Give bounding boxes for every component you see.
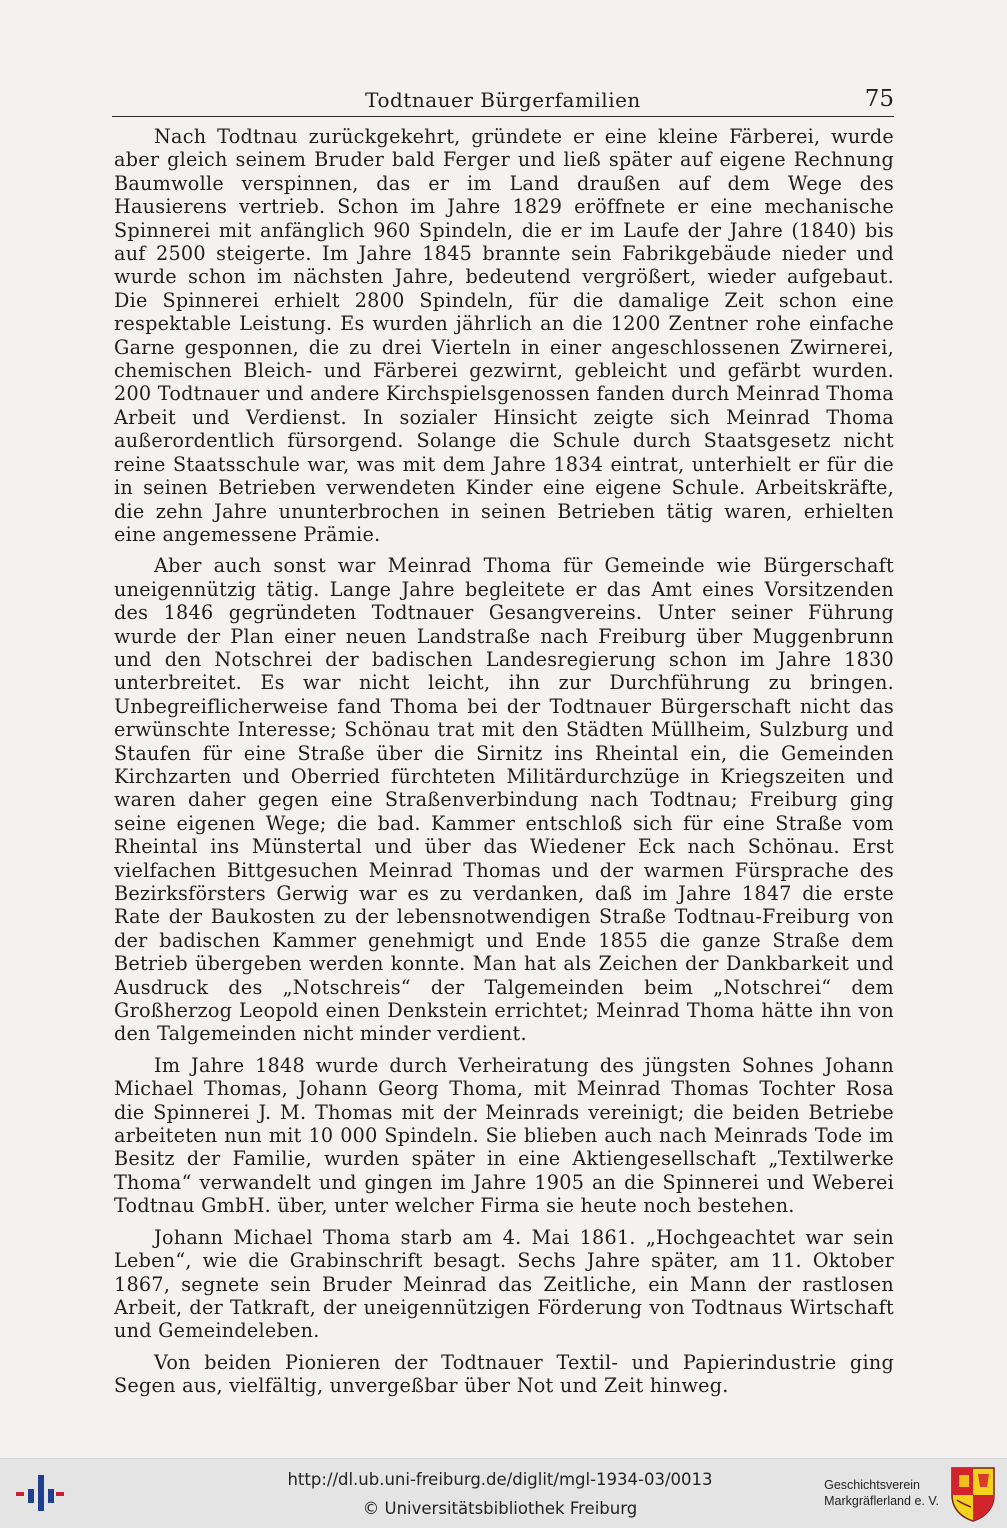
society-name-line: Markgräflerland e. V.: [824, 1494, 939, 1508]
viewer-footer: [0, 1458, 1007, 1528]
ub-freiburg-logo-icon[interactable]: [14, 1471, 66, 1515]
document-url-link[interactable]: http://dl.ub.uni-freiburg.de/diglit/mgl-1934-03/0013: [287, 1470, 713, 1489]
body-text: [114, 125, 894, 1406]
running-title: Todtnauer Bürgerfamilien: [365, 88, 641, 112]
coat-of-arms-icon[interactable]: [949, 1465, 997, 1523]
copyright-text: © Universitätsbibliothek Freiburg: [362, 1499, 638, 1518]
society-name: [824, 1477, 939, 1509]
paragraph: Johann Michael Thoma starb am 4. Mai 1861. „Hochgeachtet war sein Leben“, wie die Grabinschrift besagt. Sechs Jahre später, am 11. Oktober 1867, segnete sein Bruder Meinrad das Zeitliche, ein Mann der rastlosen Arbeit, der Tatkraft, der uneigennützigen Förderung von Todtnaus Wirtschaft und Gemeindeleben.: [114, 1225, 894, 1343]
paragraph: Im Jahre 1848 wurde durch Verheiratung des jüngsten Sohnes Johann Michael Thomas, Johann Georg Thoma, mit Meinrad Thomas Tochter Rosa die Spinnerei J. M. Thomas mit der Meinrads vereinigt; die beiden Betriebe arbeiteten nun mit 10 000 Spindeln. Sie blieben auch nach Meinrads Tode im Besitz der Familie, wurden später in eine Aktiengesellschaft „Textilwerke Thoma“ verwandelt und gingen im Jahre 1905 an die Spinnerei und Weberei Todtnau GmbH. über, unter welcher Firma sie heute noch bestehen.: [114, 1053, 894, 1218]
running-header: [112, 82, 894, 117]
page-number: 75: [864, 86, 894, 112]
paragraph: Von beiden Pionieren der Todtnauer Textil- und Papierindustrie ging Segen aus, vielfältig, unvergeßbar über Not und Zeit hinweg.: [114, 1350, 894, 1398]
paragraph: Aber auch sonst war Meinrad Thoma für Gemeinde wie Bürgerschaft uneigennützig tätig. Lange Jahre begleitete er das Amt eines Vorsitzenden des 1846 gegründeten Todtnauer Gesangvereins. Unter seiner Führung wurde der Plan einer neuen Landstraße nach Freiburg über Muggenbrunn und den Notschrei der badischen Landesregierung schon im Jahre 1830 unterbreitet. Es war nicht leicht, ihn zur Durchführung zu bringen. Unbegreiflicherweise fand Thoma bei der Todtnauer Bürgerschaft nicht das erwünschte Interesse; Schönau trat mit den Städten Müllheim, Sulzburg und Staufen für eine Straße über die Sirnitz ins Rheintal ein, die Gemeinden Kirchzarten und Oberried fürchteten Militärdurchzüge in Kriegszeiten und waren daher gegen eine Straßenverbindung nach Todtnau; Freiburg ging seine eigenen Wege; die bad. Kammer entschloß sich für eine Straße vom Rheintal ins Münstertal und über das Wiedener Eck nach Schönau. Erst vielfachen Bittgesuchen Meinrad Thomas und der warmen Fürsprache des Bezirksförsters Gerwig war es zu verdanken, daß im Jahre 1847 die erste Rate der Baukosten zu der lebensnotwendigen Straße Todtnau-Freiburg von der badischen Kammer genehmigt und Ende 1855 die ganze Straße dem Betrieb übergeben werden konnte. Man hat als Zeichen der Dankbarkeit und Ausdruck des „Notschreis“ der Talgemeinden beim „Notschrei“ dem Großherzog Leopold einen Denkstein errichtet; Meinrad Thoma hätte ihn von den Talgemeinden nicht minder verdient.: [114, 554, 894, 1046]
society-name-line: Geschichtsverein: [824, 1478, 920, 1492]
paragraph: Nach Todtnau zurückgekehrt, gründete er eine kleine Färberei, wurde aber gleich seinem Bruder bald Ferger und ließ später auf eigene Rechnung Baumwolle verspinnen, das er im Land draußen auf dem Wege des Hausierens vertrieb. Schon im Jahre 1829 eröffnete er eine mechanische Spinnerei mit anfänglich 960 Spindeln, die er im Laufe der Jahre (1840) bis auf 2500 steigerte. Im Jahre 1845 brannte sein Fabrikgebäude nieder und wurde schon im nächsten Jahre, bedeutend vergrößert, wieder aufgebaut. Die Spinnerei erhielt 2800 Spindeln, für die damalige Zeit schon eine respektable Leistung. Es wurden jährlich an die 1200 Zentner rohe einfache Garne gesponnen, die zu drei Vierteln in einer angeschlossenen Zwirnerei, chemischen Bleich- und Färberei gezwirnt, gebleicht und gefärbt wurden. 200 Todtnauer und andere Kirchspielsgenossen fanden durch Meinrad Thoma Arbeit und Verdienst. In sozialer Hinsicht zeigte sich Meinrad Thoma außerordentlich fürsorgend. Solange die Schule durch Staatsgesetz nicht reine Staatsschule war, was mit dem Jahre 1834 eintrat, unterhielt er für die in seinen Betrieben verwendeten Kinder eine eigene Schule. Arbeitskräfte, die zehn Jahre ununterbrochen in seinen Betrieben tätig waren, erhielten eine angemessene Prämie.: [114, 125, 894, 546]
